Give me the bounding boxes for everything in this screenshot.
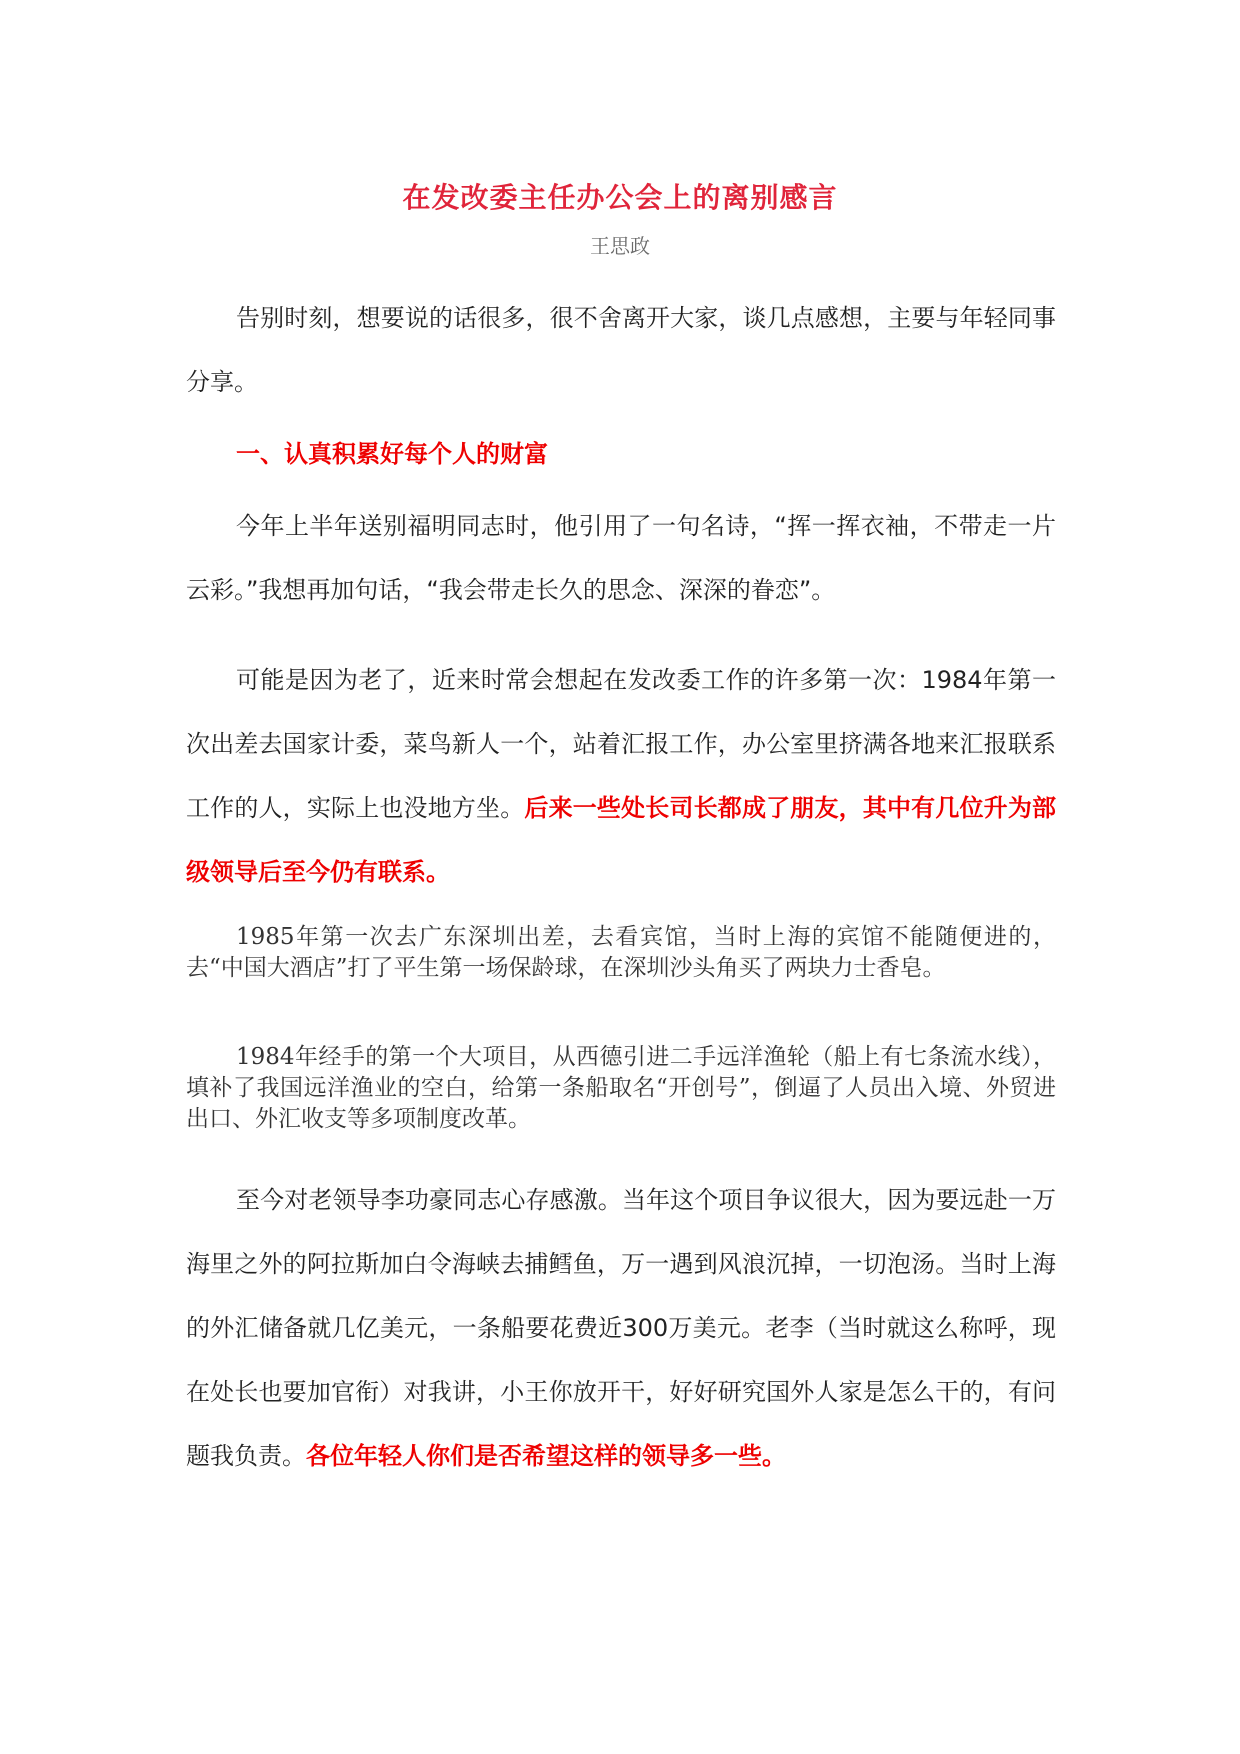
document-author: 王思政: [590, 234, 650, 258]
document-title: 在发改委主任办公会上的离别感言: [402, 181, 838, 214]
paragraph-farewell-quote: 今年上半年送别福明同志时，他引用了一句名诗，“挥一挥衣袖，不带走一片云彩。”我想再加句话，“我会带走长久的思念、深深的眷恋”。: [186, 512, 1056, 604]
paragraph-first-times-highlight: 后来一些处长司长都成了朋友，其中有几位升为部级领导后至今仍有联系。: [186, 794, 1057, 886]
paragraph-leader-gratitude-text: 至今对老领导李功豪同志心存感激。当年这个项目争议很大，因为要远赴一万海里之外的阿拉斯加白令海峡去捕鳕鱼，万一遇到风浪沉掉，一切泡汤。当时上海的外汇储备就几亿美元，一条船要花费近300万美元。老李（当时就这么称呼，现在处长也要加官衔）对我讲，小王你放开干，好好研究国外人家是怎么干的，有问题我负责。: [186, 1186, 1056, 1470]
intro-paragraph: 告别时刻，想要说的话很多，很不舍离开大家，谈几点感想，主要与年轻同事分享。: [186, 304, 1056, 396]
paragraph-first-times: [186, 648, 1056, 904]
paragraph-first-times-text: 可能是因为老了，近来时常会想起在发改委工作的许多第一次：1984年第一次出差去国家计委，菜鸟新人一个，站着汇报工作，办公室里挤满各地来汇报联系工作的人，实际上也没地方坐。: [186, 666, 1056, 822]
paragraph-leader-gratitude: [186, 1168, 1056, 1488]
paragraph-shenzhen-trip: 1985年第一次去广东深圳出差，去看宾馆，当时上海的宾馆不能随便进的，去“中国大酒店”打了平生第一场保龄球，在深圳沙头角买了两块力士香皂。: [186, 924, 1056, 981]
section-heading-1: 一、认真积累好每个人的财富: [236, 440, 548, 468]
paragraph-fishing-vessel: 1984年经手的第一个大项目，从西德引进二手远洋渔轮（船上有七条流水线），填补了我国远洋渔业的空白，给第一条船取名“开创号”，倒逼了人员出入境、外贸进出口、外汇收支等多项制度改革。: [186, 1044, 1056, 1132]
paragraph-leader-gratitude-highlight: 各位年轻人你们是否希望这样的领导多一些。: [306, 1442, 786, 1470]
